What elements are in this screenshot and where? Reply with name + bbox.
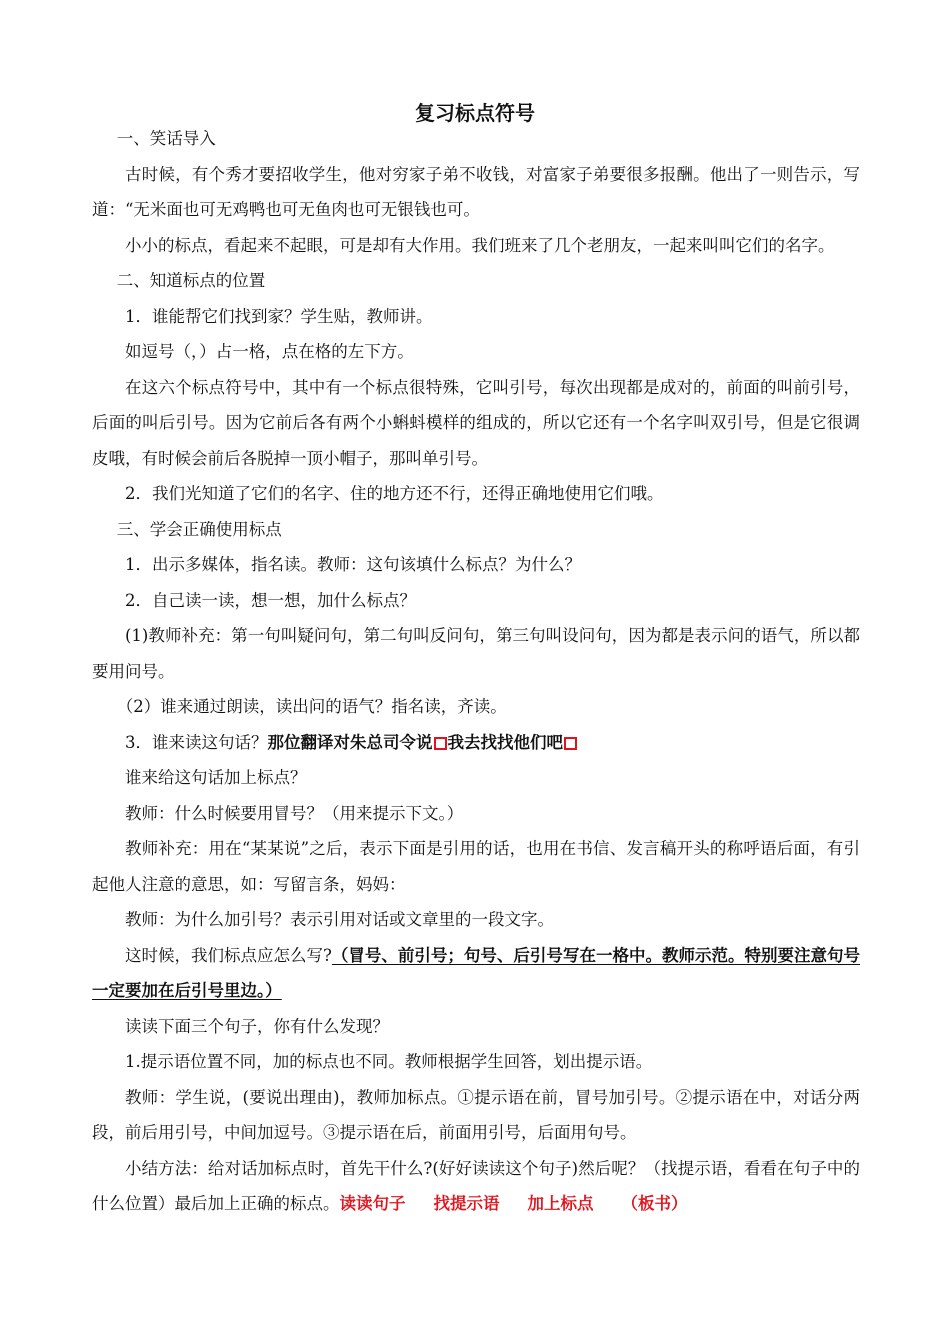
section-heading-2: 二、知道标点的位置	[116, 271, 266, 290]
paragraph: 教师补充：用在“某某说”之后，表示下面是引用的话，也用在书信、发言稿开头的称呼语后面，有引起他人注意的意思，如：写留言条，妈妈：	[92, 839, 860, 894]
section-heading-1: 一、笑话导入	[116, 129, 216, 148]
example-sentence-part2: 我去找找他们吧	[447, 732, 563, 752]
paragraph: 教师：为什么加引号？表示引用对话或文章里的一段文字。	[125, 910, 554, 929]
paragraph: 读读下面三个句子，你有什么发现？	[125, 1016, 389, 1036]
paragraph: 1．谁能帮它们找到家？学生贴，教师讲。	[125, 306, 433, 326]
underlined-bold-note: （冒号、前引号；句号、后引号写在一格中。教师示范。特别要注意句号一定要加在后引号里边。）	[92, 945, 860, 1000]
paragraph: 教师：学生说，(要说出理由)，教师加标点。①提示语在前，冒号加引号。②提示语在中，对话分两段，前后用引号，中间加逗号。③提示语在后，前面用引号，后面用句号。	[92, 1087, 860, 1142]
paragraph-lead: 3．谁来读这句话？	[125, 732, 268, 752]
document-body	[92, 121, 860, 1222]
paragraph: 在这六个标点符号中，其中有一个标点很特殊，它叫引号，每次出现都是成对的，前面的叫前引号，后面的叫后引号。因为它前后各有两个小蝌蚪模样的组成的，所以它还有一个名字叫双引号，但是它很调皮哦，有时候会前后各脱掉一顶小帽子，那叫单引号。	[92, 377, 860, 468]
paragraph: 如逗号（，）占一格，点在格的左下方。	[125, 342, 414, 361]
board-note-1: 读读句子	[339, 1194, 406, 1213]
paragraph: 1.提示语位置不同，加的标点也不同。教师根据学生回答，划出提示语。	[125, 1052, 653, 1071]
board-note-3: 加上标点	[527, 1194, 594, 1213]
paragraph: 谁来给这句话加上标点？	[125, 768, 307, 787]
blank-box-icon	[434, 737, 447, 750]
summary-paragraph	[92, 1151, 860, 1222]
paragraph: 2．自己读一读，想一想，加什么标点？	[125, 590, 416, 610]
paragraph: 2．我们光知道了它们的名字、住的地方还不行，还得正确地使用它们哦。	[125, 484, 664, 503]
paragraph: 1．出示多媒体，指名读。教师：这句该填什么标点？为什么？	[125, 555, 581, 574]
section-heading-3: 三、学会正确使用标点	[116, 519, 282, 539]
example-sentence-paragraph	[92, 725, 860, 761]
board-note-4: （板书）	[621, 1194, 688, 1213]
paragraph: 小小的标点，看起来不起眼，可是却有大作用。我们班来了几个老朋友，一起来叫叫它们的名字。	[125, 235, 835, 255]
paragraph-lead: 小结方法：给对话加标点时，首先干什么?(好好读读这个句子)然后呢？（找提示语，看看在句子中的什么位置）最后加上正确的标点。	[92, 1158, 860, 1213]
paragraph: 教师：什么时候要用冒号？（用来提示下文。）	[125, 803, 464, 823]
paragraph	[92, 938, 860, 1009]
paragraph-lead: 这时候，我们标点应怎么写?	[125, 945, 332, 965]
paragraph: (1)教师补充：第一句叫疑问句，第二句叫反问句，第三句叫设问句，因为都是表示问的语气，所以都要用问号。	[92, 626, 860, 681]
paragraph: 古时候，有个秀才要招收学生，他对穷家子弟不收钱，对富家子弟要很多报酬。他出了一则告示，写道：“无米面也可无鸡鸭也可无鱼肉也可无银钱也可。	[92, 164, 860, 219]
page-title: 复习标点符号	[415, 101, 535, 125]
blank-box-icon	[564, 737, 577, 750]
paragraph: （2）谁来通过朗读，读出问的语气？指名读，齐读。	[116, 697, 507, 716]
example-sentence-part1: 那位翻译对朱总司令说	[267, 732, 433, 752]
board-note-2: 找提示语	[433, 1194, 500, 1213]
